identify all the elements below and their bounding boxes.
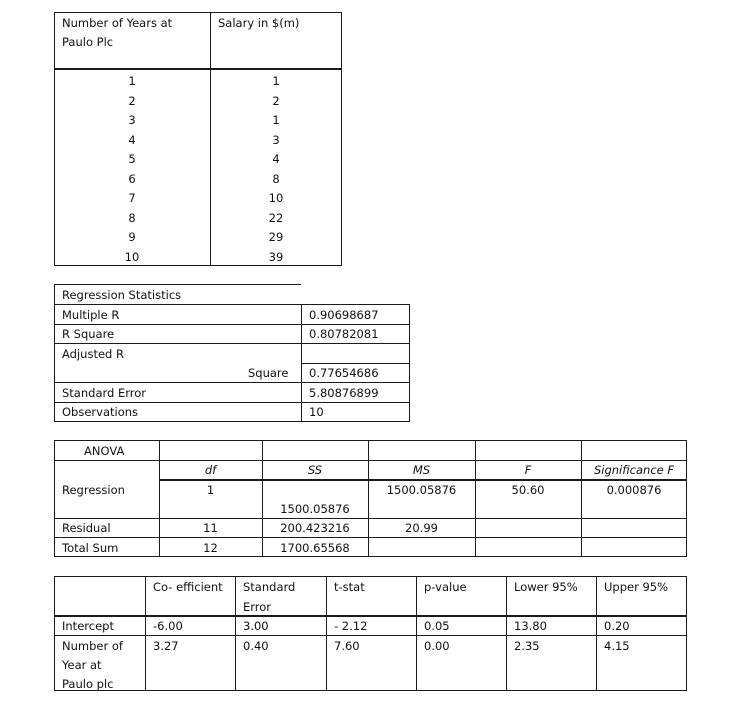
header-salary: Salary in $(m) — [218, 16, 300, 30]
table-row: 5 — [128, 152, 136, 166]
coef-header-upper-95: Upper 95% — [604, 580, 669, 594]
table-row: 1 — [128, 74, 136, 88]
table-row: 10 — [268, 191, 284, 205]
observations-value: 10 — [309, 405, 324, 419]
table-row: 1 — [272, 74, 280, 88]
anova-header-significance-f: Significance F — [593, 463, 675, 477]
table-row: 10 — [124, 250, 140, 264]
anova-residual-df: 11 — [203, 521, 218, 535]
years-standard-error: 0.40 — [243, 639, 269, 653]
years-label-line2: Year at — [62, 658, 102, 672]
years-upper-95: 4.15 — [604, 639, 630, 653]
anova-header-ss: SS — [307, 463, 323, 477]
table-row: 9 — [128, 230, 136, 244]
intercept-standard-error: 3.00 — [243, 619, 269, 633]
regression-statistics-title: Regression Statistics — [62, 288, 182, 302]
anova-regression-f: 50.60 — [511, 483, 545, 497]
table-row: 29 — [268, 230, 284, 244]
table-row: 1 — [272, 113, 280, 127]
coef-header-lower-95: Lower 95% — [514, 580, 578, 594]
intercept-lower-95: 13.80 — [514, 619, 547, 633]
multiple-r-value: 0.90698687 — [309, 308, 379, 322]
anova-residual-label: Residual — [62, 521, 111, 535]
table-row: 2 — [272, 94, 280, 108]
coef-header-standard-error: Standard — [243, 580, 296, 594]
adjusted-r-square-value: 0.77654686 — [309, 366, 379, 380]
coef-header-t-stat: t-stat — [334, 580, 365, 594]
table-row: 4 — [272, 152, 280, 166]
anova-residual-ss: 200.423216 — [280, 521, 350, 535]
coef-header-coefficient: Co- efficient — [153, 580, 223, 594]
years-t-stat: 7.60 — [334, 639, 360, 653]
table-row: 8 — [272, 172, 280, 186]
years-label-line3: Paulo plc — [62, 677, 114, 691]
intercept-coefficient: -6.00 — [153, 619, 183, 633]
r-square-value: 0.80782081 — [309, 327, 379, 341]
multiple-r-label: Multiple R — [62, 308, 120, 322]
table-row: 3 — [272, 133, 280, 147]
anova-residual-ms: 20.99 — [405, 521, 438, 535]
standard-error-label: Standard Error — [62, 386, 147, 400]
anova-total-df: 12 — [203, 541, 218, 555]
table-row: 2 — [128, 94, 136, 108]
years-p-value: 0.00 — [424, 639, 450, 653]
anova-header-ms: MS — [412, 463, 431, 477]
table-row: 39 — [268, 250, 284, 264]
table-row: 3 — [128, 113, 136, 127]
intercept-p-value: 0.05 — [424, 619, 450, 633]
header-years-line2: Paulo Plc — [62, 35, 114, 49]
years-coefficient: 3.27 — [153, 639, 179, 653]
adjusted-r-label: Adjusted R — [62, 347, 124, 361]
table-row: 22 — [268, 211, 284, 225]
anova-header-df: df — [204, 463, 217, 477]
table-row: 4 — [128, 133, 136, 147]
years-label: Number of — [62, 639, 123, 653]
adjusted-square-label: Square — [248, 366, 289, 380]
table-row: 8 — [128, 211, 136, 225]
anova-title: ANOVA — [84, 444, 125, 458]
coef-header-standard-error-line2: Error — [243, 600, 272, 614]
anova-regression-label: Regression — [62, 483, 125, 497]
years-lower-95: 2.35 — [514, 639, 540, 653]
anova-regression-ms: 1500.05876 — [386, 483, 457, 497]
coef-header-p-value: p-value — [424, 580, 467, 594]
anova-regression-ss: 1500.05876 — [280, 502, 350, 516]
anova-regression-df: 1 — [206, 483, 215, 497]
intercept-label: Intercept — [62, 619, 114, 633]
anova-total-label: Total Sum — [62, 541, 119, 555]
header-years: Number of Years at — [62, 16, 173, 30]
table-row: 6 — [128, 172, 136, 186]
observations-label: Observations — [62, 405, 139, 419]
anova-regression-significance: 0.000876 — [606, 483, 662, 497]
table-row: 7 — [128, 191, 136, 205]
intercept-t-stat: - 2.12 — [334, 619, 368, 633]
r-square-label: R Square — [62, 327, 115, 341]
anova-total-ss: 1700.65568 — [280, 541, 350, 555]
intercept-upper-95: 0.20 — [604, 619, 630, 633]
anova-header-f: F — [524, 463, 532, 477]
standard-error-value: 5.80876899 — [309, 386, 379, 400]
